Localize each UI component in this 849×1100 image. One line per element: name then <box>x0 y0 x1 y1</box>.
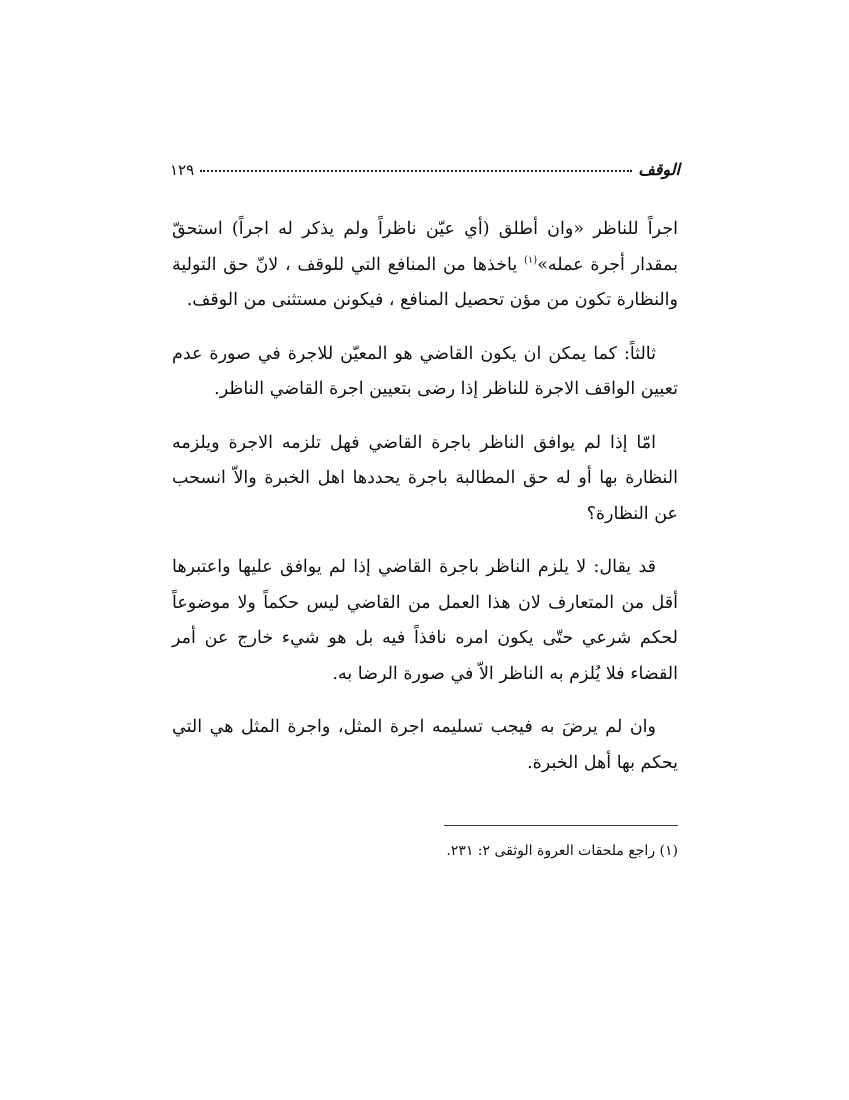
paragraph-1 <box>172 212 678 319</box>
footnote: (١) راجع ملحقات العروة الوثقى ٢: ٢٣١. <box>446 843 678 859</box>
paragraph-3: امّا إذا لم يوافق الناظر باجرة القاضي فهل تلزمه الاجرة ويلزمه النظارة بها أو له حق المطالبة باجرة يحددها اهل الخبرة والاّ انسحب عن النظارة؟ <box>172 432 678 524</box>
footnote-divider <box>444 825 678 826</box>
paragraph-1-continuation: ياخذها من المنافع التي للوقف ، لانّ حق التولية والنظارة تكون من مؤن تحصيل المنافع ، فيكونن مستثنى من الوقف. <box>172 254 678 310</box>
paragraph-4: قد يقال: لا يلزم الناظر باجرة القاضي إذا لم يوافق عليها واعتبرها أقل من المتعارف لان هذا العمل من القاضي ليس حكماً ولا موضوعاً لحكم شرعي حتّى يكون امره نافذاً فيه بل هو شيء خارج عن أمر القضاء فلا يُلزم به الناظر الاّ في صورة الرضا به. <box>172 557 678 684</box>
footnote-reference[interactable]: (١) <box>524 254 538 266</box>
paragraph-1-text: اجراً للناظر «وان أطلق (أي عيّن ناظراً ولم يذكر له اجراً) استحقّ بمقدار أجرة عمله» <box>172 219 678 275</box>
paragraph-2: ثالثاً: كما يمكن ان يكون القاضي هو المعيّن للاجرة في صورة عدم تعيين الواقف الاجرة للناظر إذا رضى بتعيين اجرة القاضي الناظر. <box>172 343 678 399</box>
running-header <box>170 160 680 186</box>
page-number: ١٢٩ <box>170 161 195 179</box>
body-text <box>172 212 678 799</box>
header-dot-leader <box>200 170 632 172</box>
paragraph-5: وان لم يرضَ به فيجب تسليمه اجرة المثل، واجرة المثل هي التي يحكم بها أهل الخبرة. <box>172 717 678 773</box>
header-title: الوقف <box>638 160 680 179</box>
